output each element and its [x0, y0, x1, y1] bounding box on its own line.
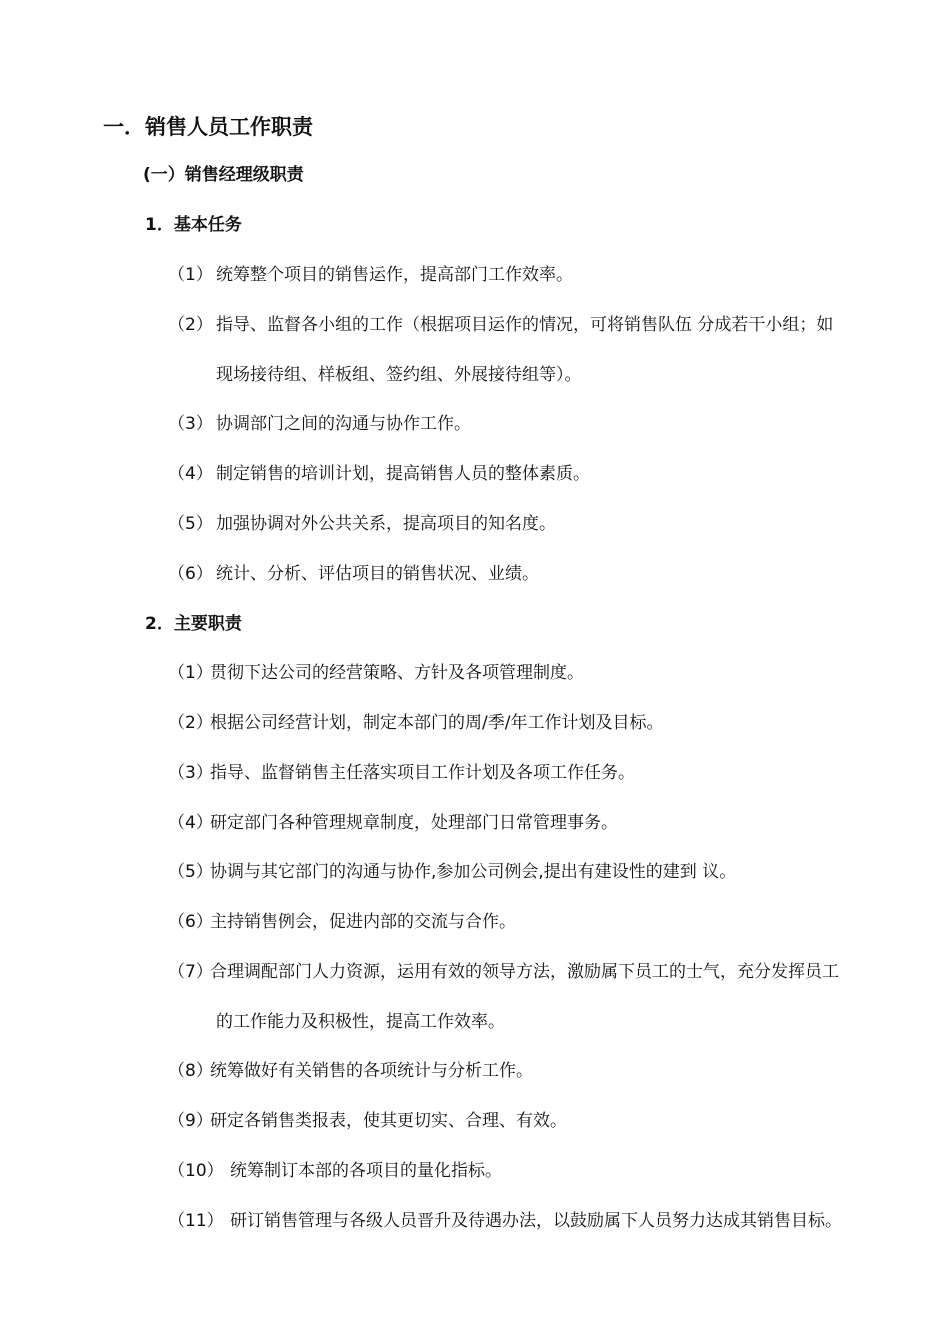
section2-title: 2．主要职责 [145, 614, 242, 634]
page-title: 一．销售人员工作职责 [103, 115, 313, 139]
list-item-number: （2） [168, 713, 213, 733]
list-item-text: 统筹整个项目的销售运作，提高部门工作效率。 [216, 265, 573, 285]
list-item-number: （1） [168, 663, 213, 683]
list-item-continuation: 现场接待组、样板组、签约组、外展接待组等）。 [216, 365, 582, 385]
list-item-text: 指导、监督各小组的工作（根据项目运作的情况，可将销售队伍 分成若干小组；如 [216, 315, 834, 335]
list-item-continuation: 的工作能力及积极性，提高工作效率。 [216, 1012, 505, 1032]
list-item-text: 协调部门之间的沟通与协作工作。 [216, 414, 471, 434]
list-item-number: （9） [168, 1111, 213, 1131]
section-subheading: (一）销售经理级职责 [143, 165, 304, 185]
list-item-text: 统筹制订本部的各项目的量化指标。 [230, 1161, 502, 1181]
list-item-text: 指导、监督销售主任落实项目工作计划及各项工作任务。 [210, 763, 635, 783]
list-item-number: （10） [168, 1161, 224, 1181]
list-item-text: 主持销售例会，促进内部的交流与合作。 [210, 912, 516, 932]
list-item-number: （1） [168, 265, 213, 285]
list-item-text: 合理调配部门人力资源，运用有效的领导方法，激励属下员工的士气，充分发挥员工 [210, 962, 839, 982]
list-item-number: （11） [168, 1211, 224, 1231]
list-item-number: （7） [168, 962, 213, 982]
list-item-number: （4） [168, 813, 213, 833]
list-item-text: 研订销售管理与各级人员晋升及待遇办法，以鼓励属下人员努力达成其销售目标。 [230, 1211, 842, 1231]
list-item-text: 统筹做好有关销售的各项统计与分析工作。 [210, 1061, 533, 1081]
list-item-text: 根据公司经营计划，制定本部门的周/季/年工作计划及目标。 [210, 713, 664, 733]
list-item-text: 研定部门各种管理规章制度，处理部门日常管理事务。 [210, 813, 618, 833]
list-item-text: 研定各销售类报表，使其更切实、合理、有效。 [210, 1111, 567, 1131]
list-item-number: （3） [168, 414, 213, 434]
list-item-number: （5） [168, 514, 213, 534]
section1-title: 1．基本任务 [145, 215, 242, 235]
list-item-number: （3） [168, 763, 213, 783]
list-item-number: （6） [168, 564, 213, 584]
list-item-text: 贯彻下达公司的经营策略、方针及各项管理制度。 [210, 663, 584, 683]
list-item-text: 统计、分析、评估项目的销售状况、业绩。 [216, 564, 539, 584]
list-item-number: （4） [168, 464, 213, 484]
list-item-text: 加强协调对外公共关系，提高项目的知名度。 [216, 514, 556, 534]
list-item-text: 协调与其它部门的沟通与协作,参加公司例会,提出有建设性的建到 议。 [210, 862, 737, 882]
list-item-number: （6） [168, 912, 213, 932]
list-item-number: （8） [168, 1061, 213, 1081]
list-item-number: （2） [168, 315, 213, 335]
list-item-text: 制定销售的培训计划，提高销售人员的整体素质。 [216, 464, 590, 484]
list-item-number: （5） [168, 862, 213, 882]
